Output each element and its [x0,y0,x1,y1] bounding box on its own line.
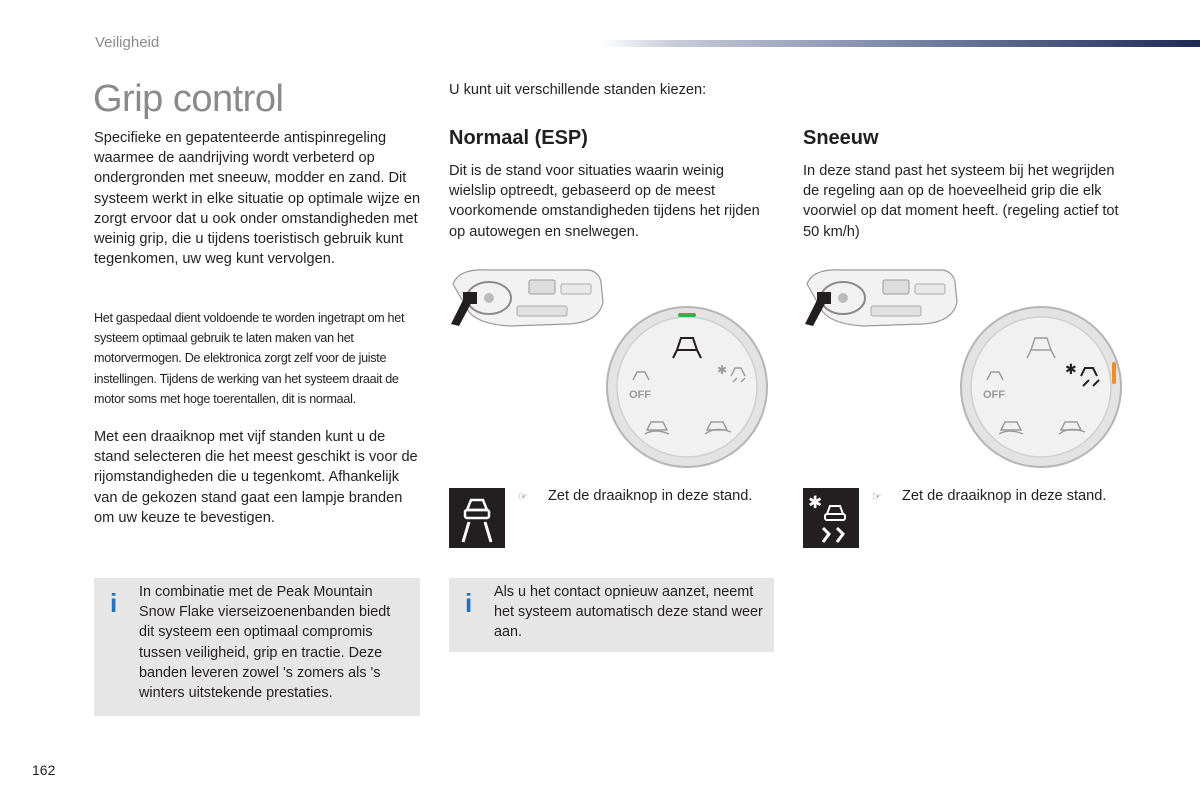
svg-text:✱: ✱ [1065,361,1077,377]
info-icon: i [110,588,118,618]
info-box-tyres [94,578,420,716]
dial-indicator-light [678,313,696,317]
snow-mode-instruction [872,488,1106,504]
dashboard-drawing [805,270,957,326]
dashboard-drawing [451,270,603,326]
dial-off-label: OFF [629,389,651,401]
instruction-text: Zet de draaiknop in deze stand. [548,488,753,504]
normal-mode-illustration [449,262,779,484]
pointing-hand-icon: ☞ [518,491,528,503]
page-title: Grip control [93,78,284,120]
pointing-hand-icon: ☞ [872,491,882,503]
note-paragraph: Het gaspedaal dient voldoende te worden ingetrapt om het systeem optimaal gebruik te laten maken van het motorvermogen. De elektronica zorgt zelf voor de juiste instellingen. Tijdens de werking van het systeem draait de motor soms met hoge toerentallen, dit is normaal. [94,311,405,406]
section-label: Veiligheid [95,34,160,51]
rotary-dial [607,307,767,467]
rotary-dial [961,307,1121,467]
instruction-text: Zet de draaiknop in deze stand. [902,488,1107,504]
page-number: 162 [32,762,56,778]
selector-paragraph: Met een draaiknop met vijf standen kunt u de stand selecteren die het meest geschikt is voor de rijomstandigheden die u tegenkomt. Afhankelijk van de gekozen stand gaat een lampje branden om uw keuze te bevestigen. [94,429,418,526]
info-icon: i [465,588,473,618]
dial-off-label: OFF [983,389,1005,401]
info-text: In combinatie met de Peak Mountain Snow Flake vierseizoenenbanden biedt dit systeem een optimaal compromis tussen veiligheid, grip en tractie. Deze banden leveren zowel 's zomers als 's winters uitstekende prestaties. [139,584,391,702]
snow-mode-icon [803,488,859,548]
normal-mode-instruction [518,488,752,504]
normal-mode-heading: Normaal (ESP) [449,127,588,149]
snow-mode-heading: Sneeuw [803,127,879,149]
info-text: Als u het contact opnieuw aanzet, neemt het systeem automatisch deze stand weer aan. [494,584,763,641]
info-box-reset [449,578,774,652]
normal-mode-description: Dit is de stand voor situaties waarin weinig wielslip optreedt, gebaseerd op de meest voorkomende omstandigheden tijdens het rijden op autowegen en snelwegen. [449,163,760,240]
snow-mode-illustration [803,262,1133,484]
choose-text: U kunt uit verschillende standen kiezen: [449,82,707,98]
svg-text:✱: ✱ [808,493,823,512]
intro-paragraph: Specifieke en gepatenteerde antispinregeling waarmee de aandrijving wordt verbeterd op ondergronden met sneeuw, modder en zand. Dit systeem werkt in elke situatie op optimale wijze en zorgt ervoor dat u ook onder omstandigheden met weinig grip, die u tijdens toeristisch gebruik kunt tegenkomen, uw weg kunt vervolgen. [94,130,421,268]
header-bar [600,40,1200,47]
esp-mode-icon [449,488,505,548]
dial-indicator-light [1112,362,1116,384]
snow-mode-description: In deze stand past het systeem bij het wegrijden de regeling aan op de hoeveelheid grip die elk voorwiel op dat moment heeft. (regeling actief tot 50 km/h) [803,163,1119,240]
svg-text:✱: ✱ [717,363,728,377]
